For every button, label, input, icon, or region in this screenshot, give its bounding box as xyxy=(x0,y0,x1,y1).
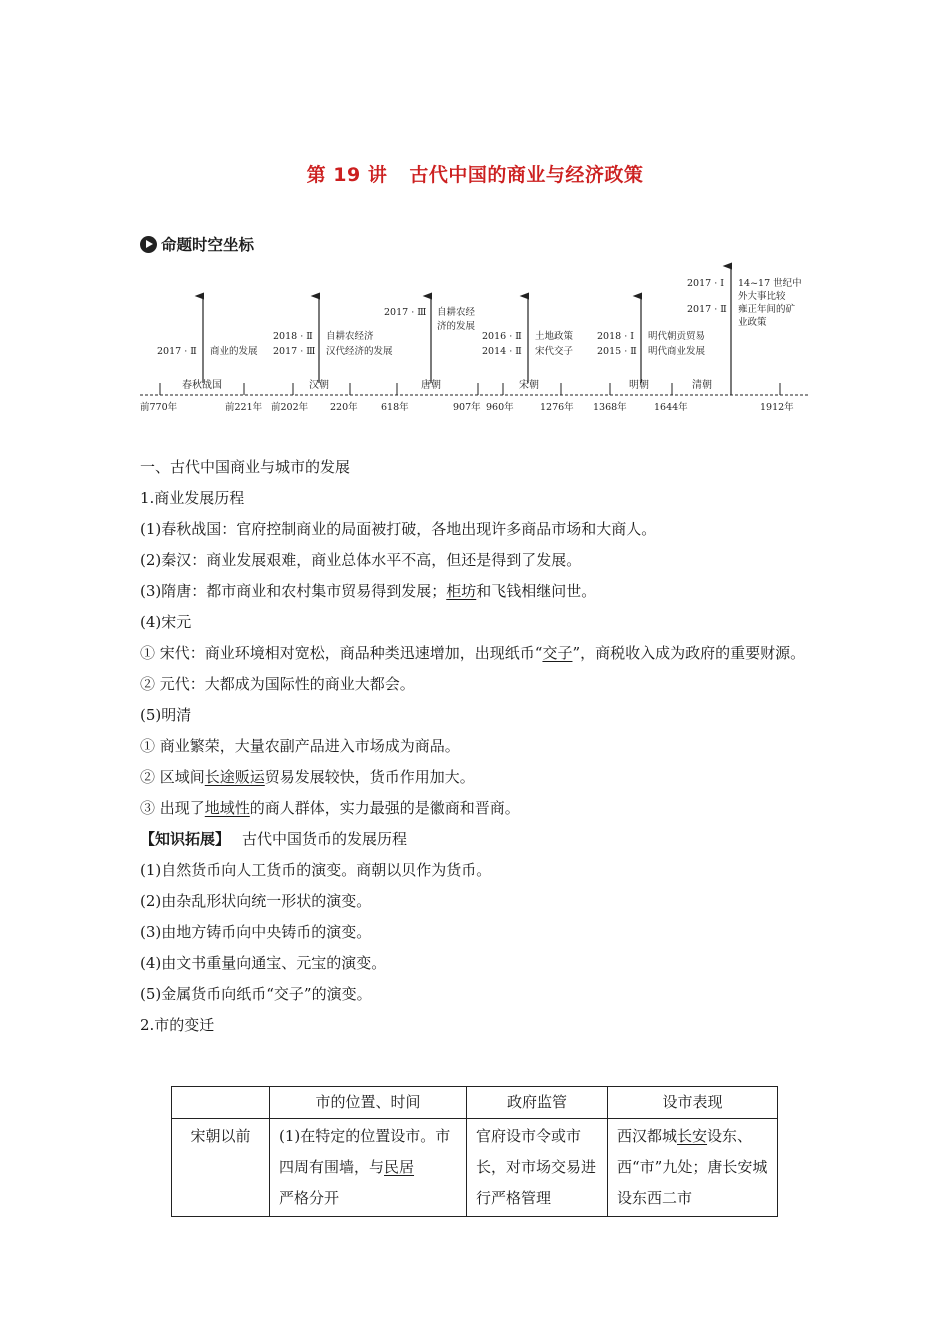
text-run: 严格分开 xyxy=(279,1189,340,1207)
event-label: 土地政策 xyxy=(535,331,574,342)
text-run: (1)在特定的位置设市。市四周有围墙，与 xyxy=(279,1127,451,1176)
text-run: ① 宋代：商业环境相对宽松，商品种类迅速增加，出现纸币“ xyxy=(140,644,543,662)
period-label: 汉朝 xyxy=(309,380,329,391)
timeline-years xyxy=(140,401,794,413)
section-heading xyxy=(140,233,254,255)
text-run: ③ 出现了 xyxy=(140,799,205,817)
market-table xyxy=(171,1086,778,1217)
text-run: 西汉都城 xyxy=(617,1127,678,1145)
event-year: 2014 · Ⅱ xyxy=(482,346,522,357)
timeline-periods xyxy=(182,378,712,391)
underlined-term: 地域性 xyxy=(204,799,250,817)
paragraph: (5)金属货币向纸币“交子”的演变。 xyxy=(140,985,372,1003)
underlined-term: 长途贩运 xyxy=(204,768,265,786)
table-header-row xyxy=(172,1087,778,1119)
table-header: 政府监管 xyxy=(467,1087,608,1119)
lesson-number: 第 19 讲 xyxy=(306,164,388,186)
text-run: 的商人群体，实力最强的是徽商和晋商。 xyxy=(249,799,520,817)
event-label: 自耕农经 xyxy=(437,307,476,318)
period-label: 宋朝 xyxy=(519,380,539,391)
event-year: 2018 · Ⅱ xyxy=(273,331,313,342)
paragraph: (1)自然货币向人工货币的演变。商朝以贝作为货币。 xyxy=(140,861,492,879)
paragraph: (5)明清 xyxy=(140,706,192,724)
event-label: 汉代经济的发展 xyxy=(326,346,393,357)
period-label: 唐朝 xyxy=(421,380,441,391)
table-cell: 官府设市令或市长，对市场交易进行严格管理 xyxy=(467,1119,608,1217)
knowledge-extension xyxy=(140,824,820,855)
year-label: 前221年 xyxy=(225,402,263,413)
text-run: ② 区域间 xyxy=(140,768,205,786)
underlined-term: 柜坊 xyxy=(446,582,477,600)
event-label: 14~17 世纪中 xyxy=(738,278,802,289)
table-row xyxy=(172,1119,778,1217)
event-year: 2017 · Ⅱ xyxy=(687,304,727,315)
extension-title: 古代中国货币的发展历程 xyxy=(242,830,408,848)
table-header: 市的位置、时间 xyxy=(270,1087,467,1119)
section-title: 一、古代中国商业与城市的发展 xyxy=(140,458,351,476)
event-year: 2017 · Ⅰ xyxy=(687,278,724,289)
section-heading-text: 命题时空坐标 xyxy=(161,236,255,254)
event-year: 2018 · Ⅰ xyxy=(597,331,634,342)
text-run: 贸易发展较快，货币作用加大。 xyxy=(264,768,475,786)
event-label: 明代朝贡贸易 xyxy=(648,331,706,342)
paragraph: (2)由杂乱形状向统一形状的演变。 xyxy=(140,892,372,910)
event-year: 2016 · Ⅱ xyxy=(482,331,522,342)
event-label: 自耕农经济 xyxy=(326,331,374,342)
year-label: 1276年 xyxy=(540,402,574,413)
event-label: 济的发展 xyxy=(437,321,476,332)
underlined-term: 交子 xyxy=(542,644,573,662)
paragraph xyxy=(140,793,820,824)
text-run: ”，商税收入成为政府的重要财源。 xyxy=(572,644,806,662)
table-cell xyxy=(270,1119,467,1217)
event-label: 明代商业发展 xyxy=(648,346,706,357)
year-label: 220年 xyxy=(330,402,358,413)
year-label: 907年 xyxy=(453,402,481,413)
underlined-term: 民居 xyxy=(384,1158,415,1176)
table-header xyxy=(172,1087,270,1119)
paragraph xyxy=(140,638,820,669)
timeline-events xyxy=(157,277,802,357)
year-label: 前770年 xyxy=(140,402,178,413)
event-year: 2017 · Ⅲ xyxy=(273,346,316,357)
event-year: 2017 · Ⅱ xyxy=(157,346,197,357)
paragraph xyxy=(140,762,820,793)
event-year: 2017 · Ⅲ xyxy=(384,307,427,318)
paragraph: (4)由文书重量向通宝、元宝的演变。 xyxy=(140,954,387,972)
body-text xyxy=(140,452,820,1041)
lesson-topic: 古代中国的商业与经济政策 xyxy=(409,164,644,186)
year-label: 960年 xyxy=(486,402,514,413)
timeline-figure xyxy=(130,260,820,424)
table-header: 设市表现 xyxy=(608,1087,778,1119)
paragraph: ② 元代：大都成为国际性的商业大都会。 xyxy=(140,675,415,693)
paragraph: (4)宋元 xyxy=(140,613,192,631)
paragraph: (3)由地方铸币向中央铸币的演变。 xyxy=(140,923,372,941)
event-label: 商业的发展 xyxy=(210,346,258,357)
event-label: 外大事比较 xyxy=(738,291,786,302)
text-run: 和飞钱相继问世。 xyxy=(476,582,597,600)
year-label: 1644年 xyxy=(654,402,688,413)
period-label: 明朝 xyxy=(629,380,649,391)
paragraph: (2)秦汉：商业发展艰难，商业总体水平不高，但还是得到了发展。 xyxy=(140,551,582,569)
text-run: (3)隋唐：都市商业和农村集市贸易得到发展； xyxy=(140,582,447,600)
underlined-term: 长安 xyxy=(677,1127,708,1145)
event-label: 雍正年间的矿 xyxy=(738,304,796,315)
extension-label: 【知识拓展】 xyxy=(140,830,231,848)
event-label: 宋代交子 xyxy=(535,346,574,357)
page-title xyxy=(0,160,950,187)
subsection-title: 1.商业发展历程 xyxy=(140,489,245,507)
year-label: 1912年 xyxy=(760,402,794,413)
play-circle-icon xyxy=(140,236,157,253)
table-cell xyxy=(608,1119,778,1217)
paragraph xyxy=(140,576,820,607)
year-label: 1368年 xyxy=(593,402,627,413)
year-label: 前202年 xyxy=(271,402,309,413)
period-label: 清朝 xyxy=(692,380,712,391)
year-label: 618年 xyxy=(381,402,409,413)
paragraph: ① 商业繁荣，大量农副产品进入市场成为商品。 xyxy=(140,737,460,755)
event-label: 业政策 xyxy=(738,317,767,328)
timeline-ticks xyxy=(160,383,780,395)
subsection-title: 2.市的变迁 xyxy=(140,1016,215,1034)
paragraph: (1)春秋战国：官府控制商业的局面被打破，各地出现许多商品市场和大商人。 xyxy=(140,520,657,538)
event-year: 2015 · Ⅱ xyxy=(597,346,637,357)
text-run: 设东、西“市”九处；唐长安城设东西二市 xyxy=(617,1127,768,1207)
table-cell: 宋朝以前 xyxy=(172,1119,270,1217)
period-label: 春秋战国 xyxy=(182,380,222,391)
timeline-svg xyxy=(130,260,820,420)
